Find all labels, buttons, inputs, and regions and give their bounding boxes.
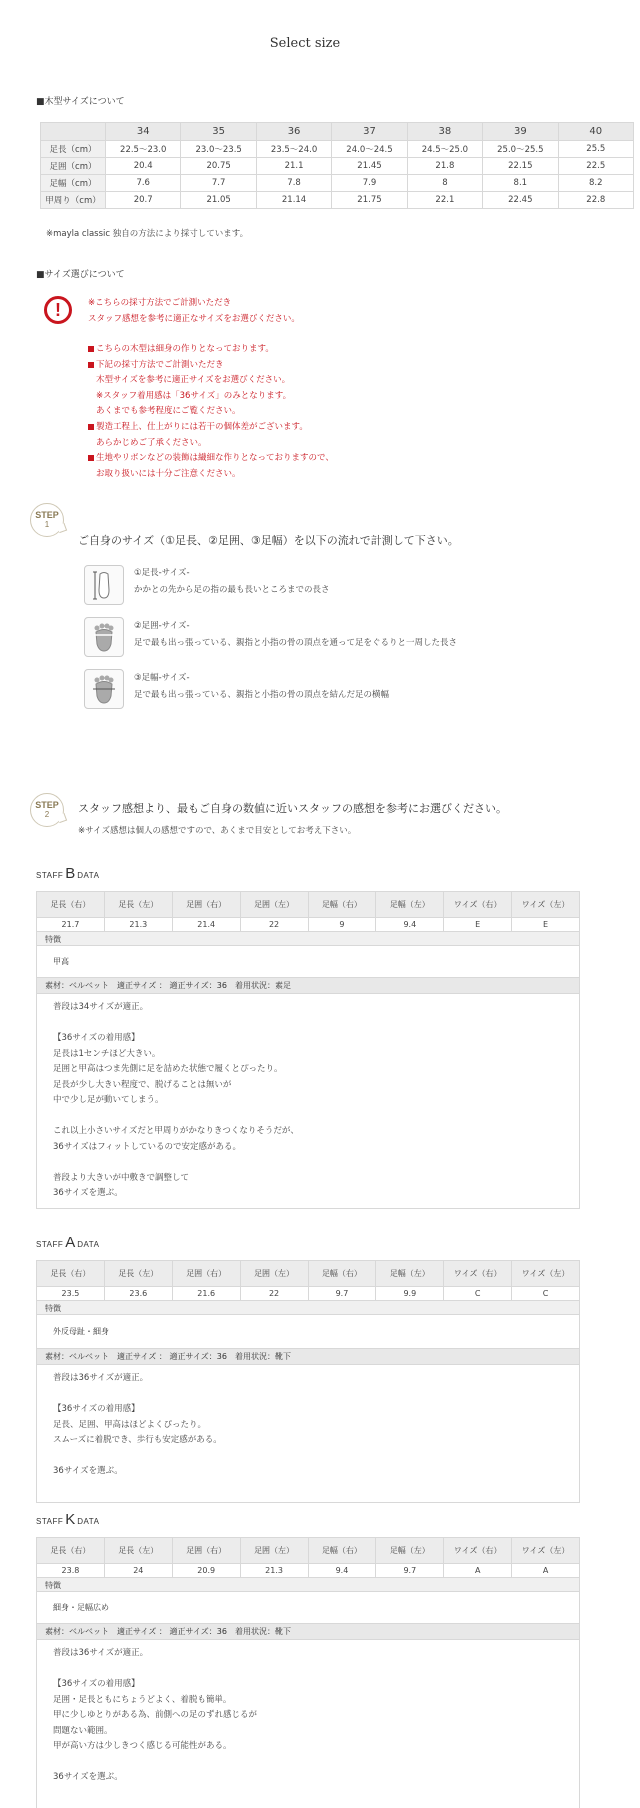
comment-line: 普段は36サイズが適正。: [53, 1373, 149, 1383]
measure-desc: 足で最も出っ張っている、親指と小指の骨の頂点を結んだ足の横幅: [134, 690, 390, 700]
col-header: ワイズ（右）: [444, 1538, 512, 1564]
col-header: 足囲（左）: [240, 1261, 308, 1287]
table-cell: 21.4: [172, 918, 240, 932]
staff-header-row: [37, 1538, 580, 1564]
col-header: 足長（左）: [104, 1261, 172, 1287]
size-header: 36: [256, 123, 331, 141]
comment-line: 普段は34サイズが適正。: [53, 1002, 149, 1012]
step1-text: ご自身のサイズ（①足長、②足囲、③足幅）を以下の流れで計測して下さい。: [78, 534, 459, 547]
caution-item-cont: 木型サイズを参考に適正サイズをお選びください。: [96, 375, 291, 386]
table-cell: 21.6: [172, 1287, 240, 1301]
table-cell: 8.2: [558, 175, 633, 192]
feature-value: 細身・足幅広め: [36, 1592, 580, 1624]
col-header: 足長（右）: [37, 1261, 105, 1287]
comment-line: 足長が少し大きい程度で、脱げることは無いが: [53, 1079, 232, 1090]
table-cell: 22.1: [407, 192, 482, 209]
table-cell: 24.5〜25.0: [407, 141, 482, 158]
comment-line: スムーズに着脱でき、歩行も安定感がある。: [53, 1435, 222, 1445]
col-header: ワイズ（左）: [512, 1261, 580, 1287]
row-label: 足囲（cm）: [41, 158, 106, 175]
table-cell: 25.5: [558, 141, 633, 158]
table-cell: E: [444, 918, 512, 932]
table-cell: 23.5〜24.0: [256, 141, 331, 158]
table-row: [37, 1564, 580, 1578]
table-cell: 21.1: [256, 158, 331, 175]
comment-line: [53, 1016, 563, 1032]
table-cell: 23.5: [37, 1287, 105, 1301]
size-header: 39: [483, 123, 558, 141]
comment-line: 36サイズはフィットしているので安定感がある。: [53, 1141, 241, 1152]
step2-note: ※サイズ感想は個人の感想ですので、あくまで目安としてお考え下さい。: [78, 826, 357, 836]
material-info: 素材：ベルベット 適正サイズ ： 適正サイズ：36 着用状況：素足: [36, 978, 580, 994]
caution-list: [88, 342, 334, 482]
measure-title: ①足長-サイズ-: [134, 568, 190, 578]
staff-suffix: DATA: [77, 1517, 100, 1526]
measure-girth: [134, 618, 457, 652]
table-cell: 22: [240, 918, 308, 932]
table-cell: 20.7: [106, 192, 181, 209]
measure-length: [134, 565, 330, 599]
material-info: 素材：ベルベット 適正サイズ ： 適正サイズ：36 着用状況：靴下: [36, 1624, 580, 1640]
col-header: 足囲（左）: [240, 892, 308, 918]
table-cell: 9: [308, 918, 376, 932]
comment-line: 甲に少しゆとりがある為、前側への足のずれ感じるが: [53, 1710, 258, 1720]
table-cell: 20.4: [106, 158, 181, 175]
comment-line: 足長、足囲、甲高はほどよくぴったり。: [53, 1419, 207, 1430]
table-row: [41, 175, 634, 192]
col-header: ワイズ（左）: [512, 1538, 580, 1564]
caution-item-cont: お取り扱いには十分ご注意ください。: [96, 468, 241, 479]
comment-line: [53, 1387, 563, 1403]
warning-line: スタッフ感想を参考に適正なサイズをお選びください。: [88, 313, 300, 324]
table-cell: 21.75: [332, 192, 407, 209]
staff-comment: [36, 1365, 580, 1503]
col-header: 足長（右）: [37, 892, 105, 918]
caution-item-cont: あらかじめご了承ください。: [96, 437, 207, 448]
comment-line: 【36サイズの着用感】: [53, 1679, 140, 1689]
comment-line: 足囲と甲高はつま先側に足を詰めた状態で履くとぴったり。: [53, 1064, 283, 1074]
warning-text: [88, 296, 300, 327]
measure-desc: かかとの先から足の指の最も長いところまでの長さ: [134, 585, 330, 595]
table-row: [37, 918, 580, 932]
staff-comment: [36, 1640, 580, 1808]
table-cell: 21.05: [181, 192, 256, 209]
table-cell: 24: [104, 1564, 172, 1578]
table-cell: 7.7: [181, 175, 256, 192]
size-header: 34: [106, 123, 181, 141]
staff-data-table: [36, 1537, 580, 1578]
feature-label: 特徴: [36, 932, 580, 946]
table-cell: 7.9: [332, 175, 407, 192]
caution-item-cont: あくまでも参考程度にご覧ください。: [96, 406, 241, 417]
col-header: 足幅（左）: [376, 1538, 444, 1564]
col-header: 足長（左）: [104, 1538, 172, 1564]
comment-line: 普段は36サイズが適正。: [53, 1648, 149, 1658]
comment-line: 問題ない範囲。: [53, 1725, 113, 1736]
comment-line: [53, 1449, 563, 1465]
last-size-heading: ■木型サイズについて: [36, 97, 125, 107]
step2-badge: [30, 793, 64, 827]
table-cell: 7.6: [106, 175, 181, 192]
col-header: 足長（左）: [104, 892, 172, 918]
staff-letter: B: [65, 865, 76, 882]
col-header: 足幅（右）: [308, 1538, 376, 1564]
table-cell: 21.8: [407, 158, 482, 175]
size-header-row: [41, 123, 634, 141]
table-cell: 9.4: [308, 1564, 376, 1578]
caution-item: 製造工程上、仕上がりには若干の個体差がございます。: [88, 420, 334, 436]
staff-a-heading: [36, 1234, 99, 1251]
comment-line: 36サイズを選ぶ。: [53, 1466, 123, 1476]
col-header: 足幅（左）: [376, 1261, 444, 1287]
row-label: 足長（cm）: [41, 141, 106, 158]
comment-line: 足囲・足長ともにちょうどよく、着脱も簡単。: [53, 1694, 232, 1705]
table-cell: 22.15: [483, 158, 558, 175]
col-header: ワイズ（左）: [512, 892, 580, 918]
table-cell: 24.0〜24.5: [332, 141, 407, 158]
table-cell: 22: [240, 1287, 308, 1301]
comment-line: [53, 1109, 563, 1125]
step-number: 1: [44, 520, 50, 529]
staff-prefix: STAFF: [36, 1240, 64, 1249]
table-cell: 23.8: [37, 1564, 105, 1578]
table-cell: 25.0〜25.5: [483, 141, 558, 158]
table-cell: 20.75: [181, 158, 256, 175]
caution-item: 生地やリボンなどの装飾は繊細な作りとなっておりますので、: [88, 451, 334, 467]
caution-item-cont: ※スタッフ着用感は「36サイズ」のみとなります。: [96, 390, 292, 401]
comment-line: 中で少し足が動いてしまう。: [53, 1095, 164, 1105]
table-cell: A: [444, 1564, 512, 1578]
size-header: 37: [332, 123, 407, 141]
col-header: ワイズ（右）: [444, 1261, 512, 1287]
feature-label: 特徴: [36, 1578, 580, 1592]
table-cell: 7.8: [256, 175, 331, 192]
comment-line: [53, 1755, 563, 1771]
table-row: [41, 158, 634, 175]
table-cell: 23.0〜23.5: [181, 141, 256, 158]
warning-line: ※こちらの採寸方法でご計測いただき: [88, 298, 232, 308]
step-label: STEP: [35, 800, 59, 810]
col-header: 足囲（右）: [172, 892, 240, 918]
staff-a-block: [36, 1260, 580, 1503]
col-header: 足幅（右）: [308, 892, 376, 918]
table-cell: 22.5〜23.0: [106, 141, 181, 158]
step1-badge: [30, 503, 64, 537]
feature-value: 外反母趾・細身: [36, 1315, 580, 1349]
table-row: [37, 1287, 580, 1301]
table-cell: 21.14: [256, 192, 331, 209]
comment-line: [53, 1155, 563, 1171]
measure-desc: 足で最も出っ張っている、親指と小指の骨の頂点を通って足をぐるりと一周した長さ: [134, 638, 458, 648]
table-cell: E: [512, 918, 580, 932]
comment-line: 36サイズを選ぶ。: [53, 1188, 123, 1198]
table-cell: 21.45: [332, 158, 407, 175]
staff-b-heading: [36, 865, 99, 882]
comment-line: [53, 1662, 563, 1678]
table-cell: 9.7: [376, 1564, 444, 1578]
table-cell: 20.9: [172, 1564, 240, 1578]
foot-width-icon: [84, 669, 124, 709]
size-header: 38: [407, 123, 482, 141]
table-cell: 21.3: [104, 918, 172, 932]
staff-data-table: [36, 1260, 580, 1301]
col-header: 足幅（左）: [376, 892, 444, 918]
table-row: [41, 192, 634, 209]
staff-data-table: [36, 891, 580, 932]
table-cell: 22.45: [483, 192, 558, 209]
comment-line: 普段より大きいが中敷きで調整して: [53, 1172, 190, 1183]
table-cell: 9.7: [308, 1287, 376, 1301]
comment-line: 足長は1センチほど大きい。: [53, 1048, 161, 1059]
table-cell: C: [512, 1287, 580, 1301]
row-label: 足幅（cm）: [41, 175, 106, 192]
staff-b-block: [36, 891, 580, 1209]
table-cell: C: [444, 1287, 512, 1301]
table-cell: 23.6: [104, 1287, 172, 1301]
table-cell: 9.4: [376, 918, 444, 932]
comment-line: 【36サイズの着用感】: [53, 1033, 140, 1043]
staff-k-heading: [36, 1511, 99, 1528]
caution-item: こちらの木型は細身の作りとなっております。: [88, 342, 334, 358]
table-cell: 8: [407, 175, 482, 192]
staff-k-block: [36, 1537, 580, 1808]
material-info: 素材：ベルベット 適正サイズ ： 適正サイズ：36 着用状況：靴下: [36, 1349, 580, 1365]
comment-line: 【36サイズの着用感】: [53, 1404, 140, 1414]
col-header: 足長（右）: [37, 1538, 105, 1564]
staff-suffix: DATA: [77, 871, 100, 880]
caution-item: 下記の採寸方法でご計測いただき: [88, 358, 334, 374]
size-header: 35: [181, 123, 256, 141]
comment-line: 甲が高い方は少しきつく感じる可能性がある。: [53, 1741, 232, 1751]
col-header: ワイズ（右）: [444, 892, 512, 918]
step-number: 2: [44, 810, 50, 819]
col-header: 足幅（右）: [308, 1261, 376, 1287]
measure-title: ③足幅-サイズ-: [134, 673, 190, 683]
staff-letter: K: [65, 1511, 76, 1528]
table-cell: 8.1: [483, 175, 558, 192]
size-header-blank: [41, 123, 106, 141]
table-cell: 21.3: [240, 1564, 308, 1578]
size-header: 40: [558, 123, 633, 141]
feature-label: 特徴: [36, 1301, 580, 1315]
foot-length-icon: [84, 565, 124, 605]
comment-line: これ以上小さいサイズだと甲周りがかなりきつくなりそうだが、: [53, 1126, 299, 1136]
col-header: 足囲（左）: [240, 1538, 308, 1564]
step-label: STEP: [35, 510, 59, 520]
table-cell: 22.5: [558, 158, 633, 175]
table-cell: 21.7: [37, 918, 105, 932]
step2-text: スタッフ感想より、最もご自身の数値に近いスタッフの感想を参考にお選びください。: [78, 802, 507, 815]
page-title: Select size: [269, 36, 341, 51]
feature-value: 甲高: [36, 946, 580, 978]
table-row: [41, 141, 634, 158]
measure-width: [134, 670, 389, 704]
col-header: 足囲（右）: [172, 1261, 240, 1287]
size-select-heading: ■サイズ選びについて: [36, 270, 125, 280]
col-header: 足囲（右）: [172, 1538, 240, 1564]
measure-title: ②足囲-サイズ-: [134, 621, 190, 631]
row-label: 甲周り（cm）: [41, 192, 106, 209]
table-cell: 22.8: [558, 192, 633, 209]
foot-girth-icon: [84, 617, 124, 657]
exclamation-icon: !: [44, 296, 72, 324]
table-cell: 9.9: [376, 1287, 444, 1301]
last-size-table: [40, 122, 634, 209]
staff-suffix: DATA: [77, 1240, 100, 1249]
staff-header-row: [37, 1261, 580, 1287]
staff-header-row: [37, 892, 580, 918]
staff-prefix: STAFF: [36, 1517, 64, 1526]
table-cell: A: [512, 1564, 580, 1578]
staff-letter: A: [65, 1234, 76, 1251]
comment-line: 36サイズを選ぶ。: [53, 1772, 123, 1782]
staff-comment: [36, 994, 580, 1209]
measurement-note: ※mayla classic 独自の方法により採寸しています。: [46, 229, 249, 239]
staff-prefix: STAFF: [36, 871, 64, 880]
